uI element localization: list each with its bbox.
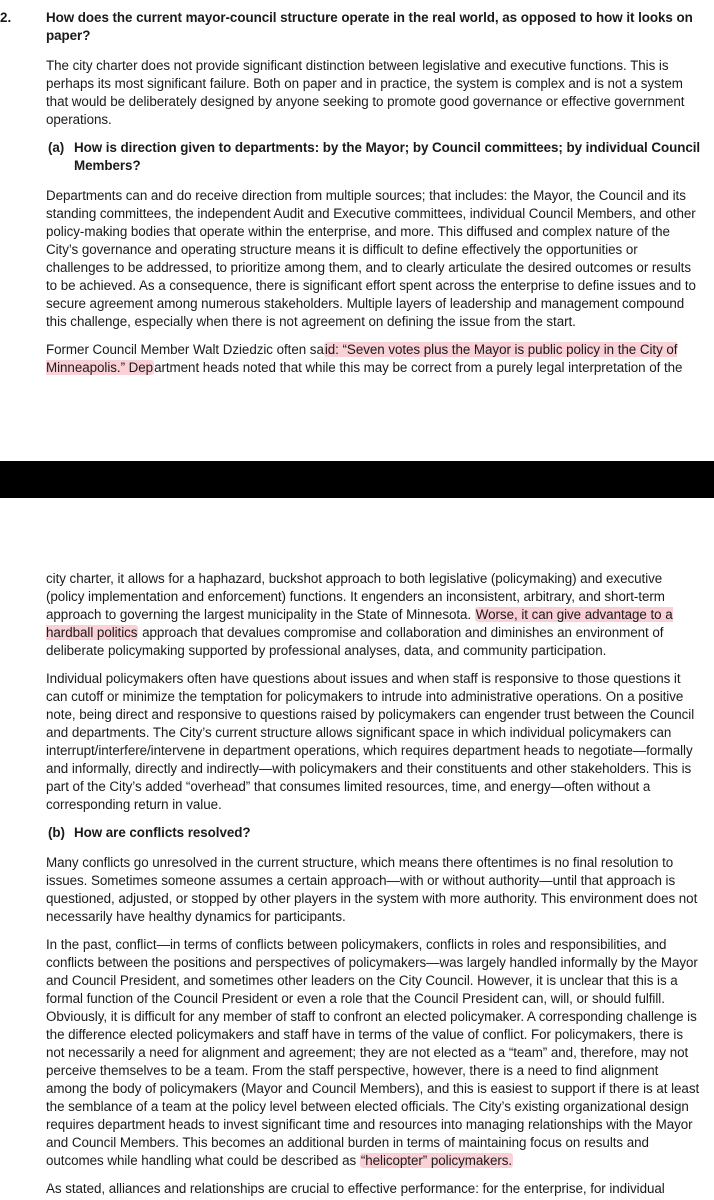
question-number: 2. xyxy=(0,10,12,25)
subquestion-a-text: How is direction given to departments: by the Mayor; by Council committees; by individual Council Members? xyxy=(74,140,701,173)
paragraph-unresolved-conflicts: Many conflicts go unresolved in the current structure, which means there oftentimes is no final resolution to issues. Sometimes someone assumes a certain approach—with or without authority—until that approach is questioned, adjusted, or stopped by other players in the system with more authority. This environment does not necessarily have healthy dynamics for participants. xyxy=(46,855,698,924)
page-separator-band xyxy=(0,461,714,498)
highlight-seven-votes: id: “Seven votes plus the Mayor is public policy in the City of Minneapolis.” Dep xyxy=(46,342,678,375)
paragraph-charter: The city charter does not provide significant distinction between legislative and executive functions. This is perhaps its most significant failure. Both on paper and in practice, the system is complex and is not a system that would be deliberately designed by anyone seeking to promote good governance or effective government operations. xyxy=(46,58,685,127)
highlight-hardball-politics: Worse, it can give advantage to a hardball politics xyxy=(46,607,673,640)
paragraph-direction-sources: Departments can and do receive direction from multiple sources; that includes: the Mayor, the Council and its standing committees, the independent Audit and Executive committees, individual Council Members, and other policy-making bodies that operate within the enterprise, and more. This diffused and complex nature of the City’s governance and operating structure means it is difficult to define effectively the opportunities or challenges to be addressed, to prioritize among them, and to clearly articulate the desired outcomes or results to be achieved. As a consequence, there is significant effort spent across the enterprise to define issues and to secure agreement among numerous stakeholders. Multiple layers of leadership and management compound this challenge, especially when there is not agreement on defining the issue from the start. xyxy=(46,188,696,329)
question-heading: How does the current mayor-council structure operate in the real world, as opposed to how it looks on paper? xyxy=(46,10,693,43)
page-top-content xyxy=(46,9,701,387)
paragraph-dziedzic-pre: Former Council Member Walt Dziedzic often sa xyxy=(46,342,324,357)
paragraph-alliances: As stated, alliances and relationships are crucial to effective performance: for the enterprise, for individual xyxy=(46,1181,665,1196)
document-page-bottom xyxy=(0,498,714,1200)
paragraph-charter-continued xyxy=(46,570,701,660)
subquestion-b-label: (b) xyxy=(48,825,65,840)
subquestion-b-text: How are conflicts resolved? xyxy=(74,825,251,840)
subquestion-b xyxy=(46,824,701,842)
paragraph-dziedzic-quote xyxy=(46,341,701,377)
paragraph-dziedzic-post: artment heads noted that while this may be correct from a purely legal interpretation of the xyxy=(154,360,683,375)
subquestion-a xyxy=(46,139,701,175)
subquestion-a-label: (a) xyxy=(48,140,65,155)
paragraph-past-conflict-pre: In the past, conflict—in terms of conflicts between policymakers, conflicts in roles and responsibilities, and conflicts between the positions and perspectives of policymakers—was largely handled informally by the Mayor and Council President, and sometimes other leaders on the City Council. However, it is unclear that this is a formal function of the Council President or even a role that the Council President can, will, or should fulfill. Obviously, it is difficult for any member of staff to confront an elected policymaker. A corresponding challenge is the difference elected policymakers and staff have in terms of the value of conflict. For policymakers, there is not necessarily a need for alignment and agreement; they are not elected as a “team” and, therefore, may not perceive themselves to be a team. From the staff perspective, however, there is a need to find alignment among the body of policymakers (Mayor and Council Members), and this is easiest to support if there is at least the semblance of a team at the policy level between elected officials. The City’s existing organizational design requires department heads to invest significant time and resources into managing relationships with the Mayor and Council Members. This becomes an additional burden in terms of maintaining focus on results and outcomes while handling what could be described as xyxy=(46,937,700,1168)
paragraph-individual-policymakers: Individual policymakers often have questions about issues and when staff is responsive to those questions it can cutoff or minimize the temptation for policymakers to intrude into administrative operations. On a positive note, being direct and responsive to questions raised by policymakers can engender trust between the Council and departments. The City’s current structure allows significant space in which individual policymakers can interrupt/interfere/intervene in department operations, which requires department heads to negotiate—formally and informally, directly and indirectly—with policymakers and their constituents and other stakeholders. This is part of the City’s added “overhead” that consumes limited resources, time, and energy—often without a corresponding return in value. xyxy=(46,671,695,812)
paragraph-charter-continued-post: approach that devalues compromise and collaboration and diminishes an environment of deliberate policymaking supported by professional analyses, data, and community participation. xyxy=(46,625,664,658)
document-page-top xyxy=(0,0,714,470)
highlight-helicopter-policymakers: “helicopter” policymakers. xyxy=(360,1153,513,1168)
paragraph-charter-continued-pre: city charter, it allows for a haphazard, buckshot approach to both legislative (policymaking) and executive (policy implementation and enforcement) functions. It engenders an inconsistent, arbitrary, and short-term approach to governing the largest municipality in the State of Minnesota. xyxy=(46,571,665,622)
page-bottom-content xyxy=(46,570,701,1200)
paragraph-past-conflict xyxy=(46,936,701,1170)
